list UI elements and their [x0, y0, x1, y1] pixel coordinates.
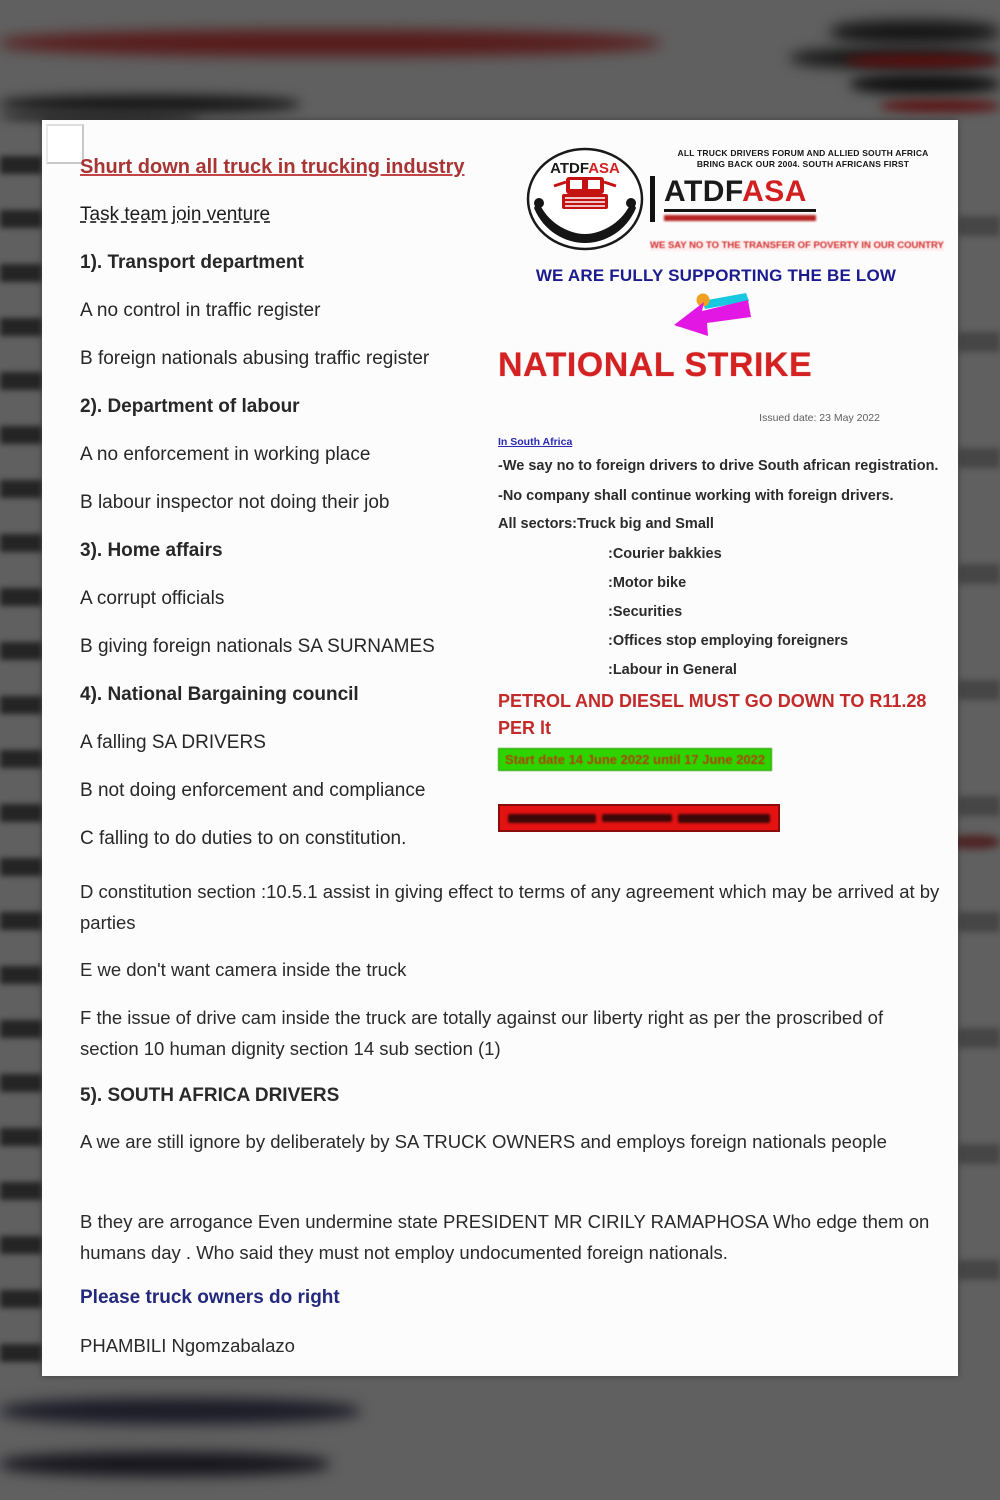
wordmark-tagline-illegible — [664, 215, 816, 221]
support-heading: WE ARE FULLY SUPPORTING THE BE LOW — [535, 266, 897, 285]
illegible-text-strip — [678, 814, 770, 823]
org-name-lines — [650, 148, 956, 170]
list-item: A no enforcement in working place — [80, 444, 371, 465]
strike-title: NATIONAL STRIKE — [498, 346, 813, 384]
list-item: A corrupt officials — [80, 588, 225, 609]
sector-line: :Offices stop employing foreigners — [608, 633, 849, 649]
paragraph-e-camera: E we don't want camera inside the truck — [80, 959, 407, 980]
background-smear — [880, 100, 1000, 112]
red-banner-illegible — [498, 804, 780, 832]
flyer-title: Shurt down all truck in trucking industry — [80, 156, 465, 178]
list-item: A no control in traffic register — [80, 300, 321, 321]
background-smear — [0, 95, 300, 113]
list-item: B giving foreign nationals SA SURNAMES — [80, 636, 435, 657]
paragraph-b-president: B they are arrogance Even undermine state PRESIDENT MR CIRILY RAMAPHOSA Who edge them on humans day . Who said they must not employ undocumented foreign nationals. — [80, 1211, 930, 1263]
strike-dates-highlight: Start date 14 June 2022 until 17 June 2022 — [498, 748, 772, 771]
list-item-transport-dept: 1). Transport department — [80, 252, 304, 273]
list-item-home-affairs: 3). Home affairs — [80, 540, 223, 561]
background-smear — [0, 1452, 330, 1476]
atdfasa-wordmark — [650, 176, 816, 222]
flyer-page — [42, 120, 958, 1376]
logo-slogan: WE SAY NO TO THE TRANSFER OF POVERTY IN OUR COUNTRY — [650, 240, 944, 251]
sector-line: :Securities — [608, 604, 683, 620]
down-left-arrow-icon — [672, 290, 756, 340]
svg-text:ATDFASA: ATDFASA — [550, 160, 620, 177]
atdfasa-emblem-icon — [524, 146, 646, 252]
background-left-margin — [0, 120, 42, 1376]
issued-date: Issued date: 23 May 2022 — [759, 412, 880, 424]
background-smear — [0, 1398, 360, 1424]
closing-plea: Please truck owners do right — [80, 1287, 340, 1308]
heading-sa-drivers: 5). SOUTH AFRICA DRIVERS — [80, 1085, 340, 1106]
background-smear — [850, 74, 1000, 94]
background-smear — [845, 55, 1000, 67]
illegible-text-strip — [602, 814, 672, 822]
list-item: A falling SA DRIVERS — [80, 732, 266, 753]
list-item: C falling to do duties to on constitution. — [80, 828, 407, 849]
illegible-text-strip — [508, 814, 596, 823]
sector-line: :Courier bakkies — [608, 546, 722, 562]
list-item: B not doing enforcement and compliance — [80, 780, 426, 801]
wordmark-divider-bar — [650, 176, 655, 222]
list-item: B foreign nationals abusing traffic register — [80, 348, 430, 369]
wordmark-text: ATDFASA — [664, 176, 816, 212]
list-item-labour-dept: 2). Department of labour — [80, 396, 300, 417]
demand-line: All sectors:Truck big and Small — [498, 516, 714, 532]
sector-line: :Labour in General — [608, 662, 737, 678]
background-smear — [830, 20, 1000, 44]
background-smear — [0, 30, 660, 56]
org-line-2: BRING BACK OUR 2004. SOUTH AFRICANS FIRST — [696, 159, 910, 169]
region-note: In South Africa — [498, 436, 573, 448]
paragraph-f-drivecam: F the issue of drive cam inside the truck are totally against our liberty right as per the proscribed of section 10 human dignity section 14 sub section (1) — [80, 1007, 884, 1059]
page-corner-fold — [46, 124, 84, 164]
background-right-margin — [958, 120, 1000, 1376]
demand-line: -We say no to foreign drivers to drive South african registration. — [498, 458, 939, 474]
org-line-1: ALL TRUCK DRIVERS FORUM AND ALLIED SOUTH AFRICA — [677, 148, 929, 158]
flyer-subtitle: Task team join venture — [80, 204, 271, 225]
sector-line: :Motor bike — [608, 575, 687, 591]
demand-line: -No company shall continue working with foreign drivers. — [498, 488, 894, 504]
paragraph-d-constitution: D constitution section :10.5.1 assist in giving effect to terms of any agreement which may be arrived at by parties — [80, 881, 940, 933]
paragraph-a-truck-owners: A we are still ignore by deliberately by SA TRUCK OWNERS and employs foreign nationals people — [80, 1131, 887, 1152]
petrol-demand: PETROL AND DIESEL MUST GO DOWN TO R11.28 PER lt — [498, 691, 927, 738]
list-item-bargaining-council: 4). National Bargaining council — [80, 684, 359, 705]
signoff-phambili: PHAMBILI Ngomzabalazo — [80, 1335, 295, 1356]
list-item: B labour inspector not doing their job — [80, 492, 390, 513]
